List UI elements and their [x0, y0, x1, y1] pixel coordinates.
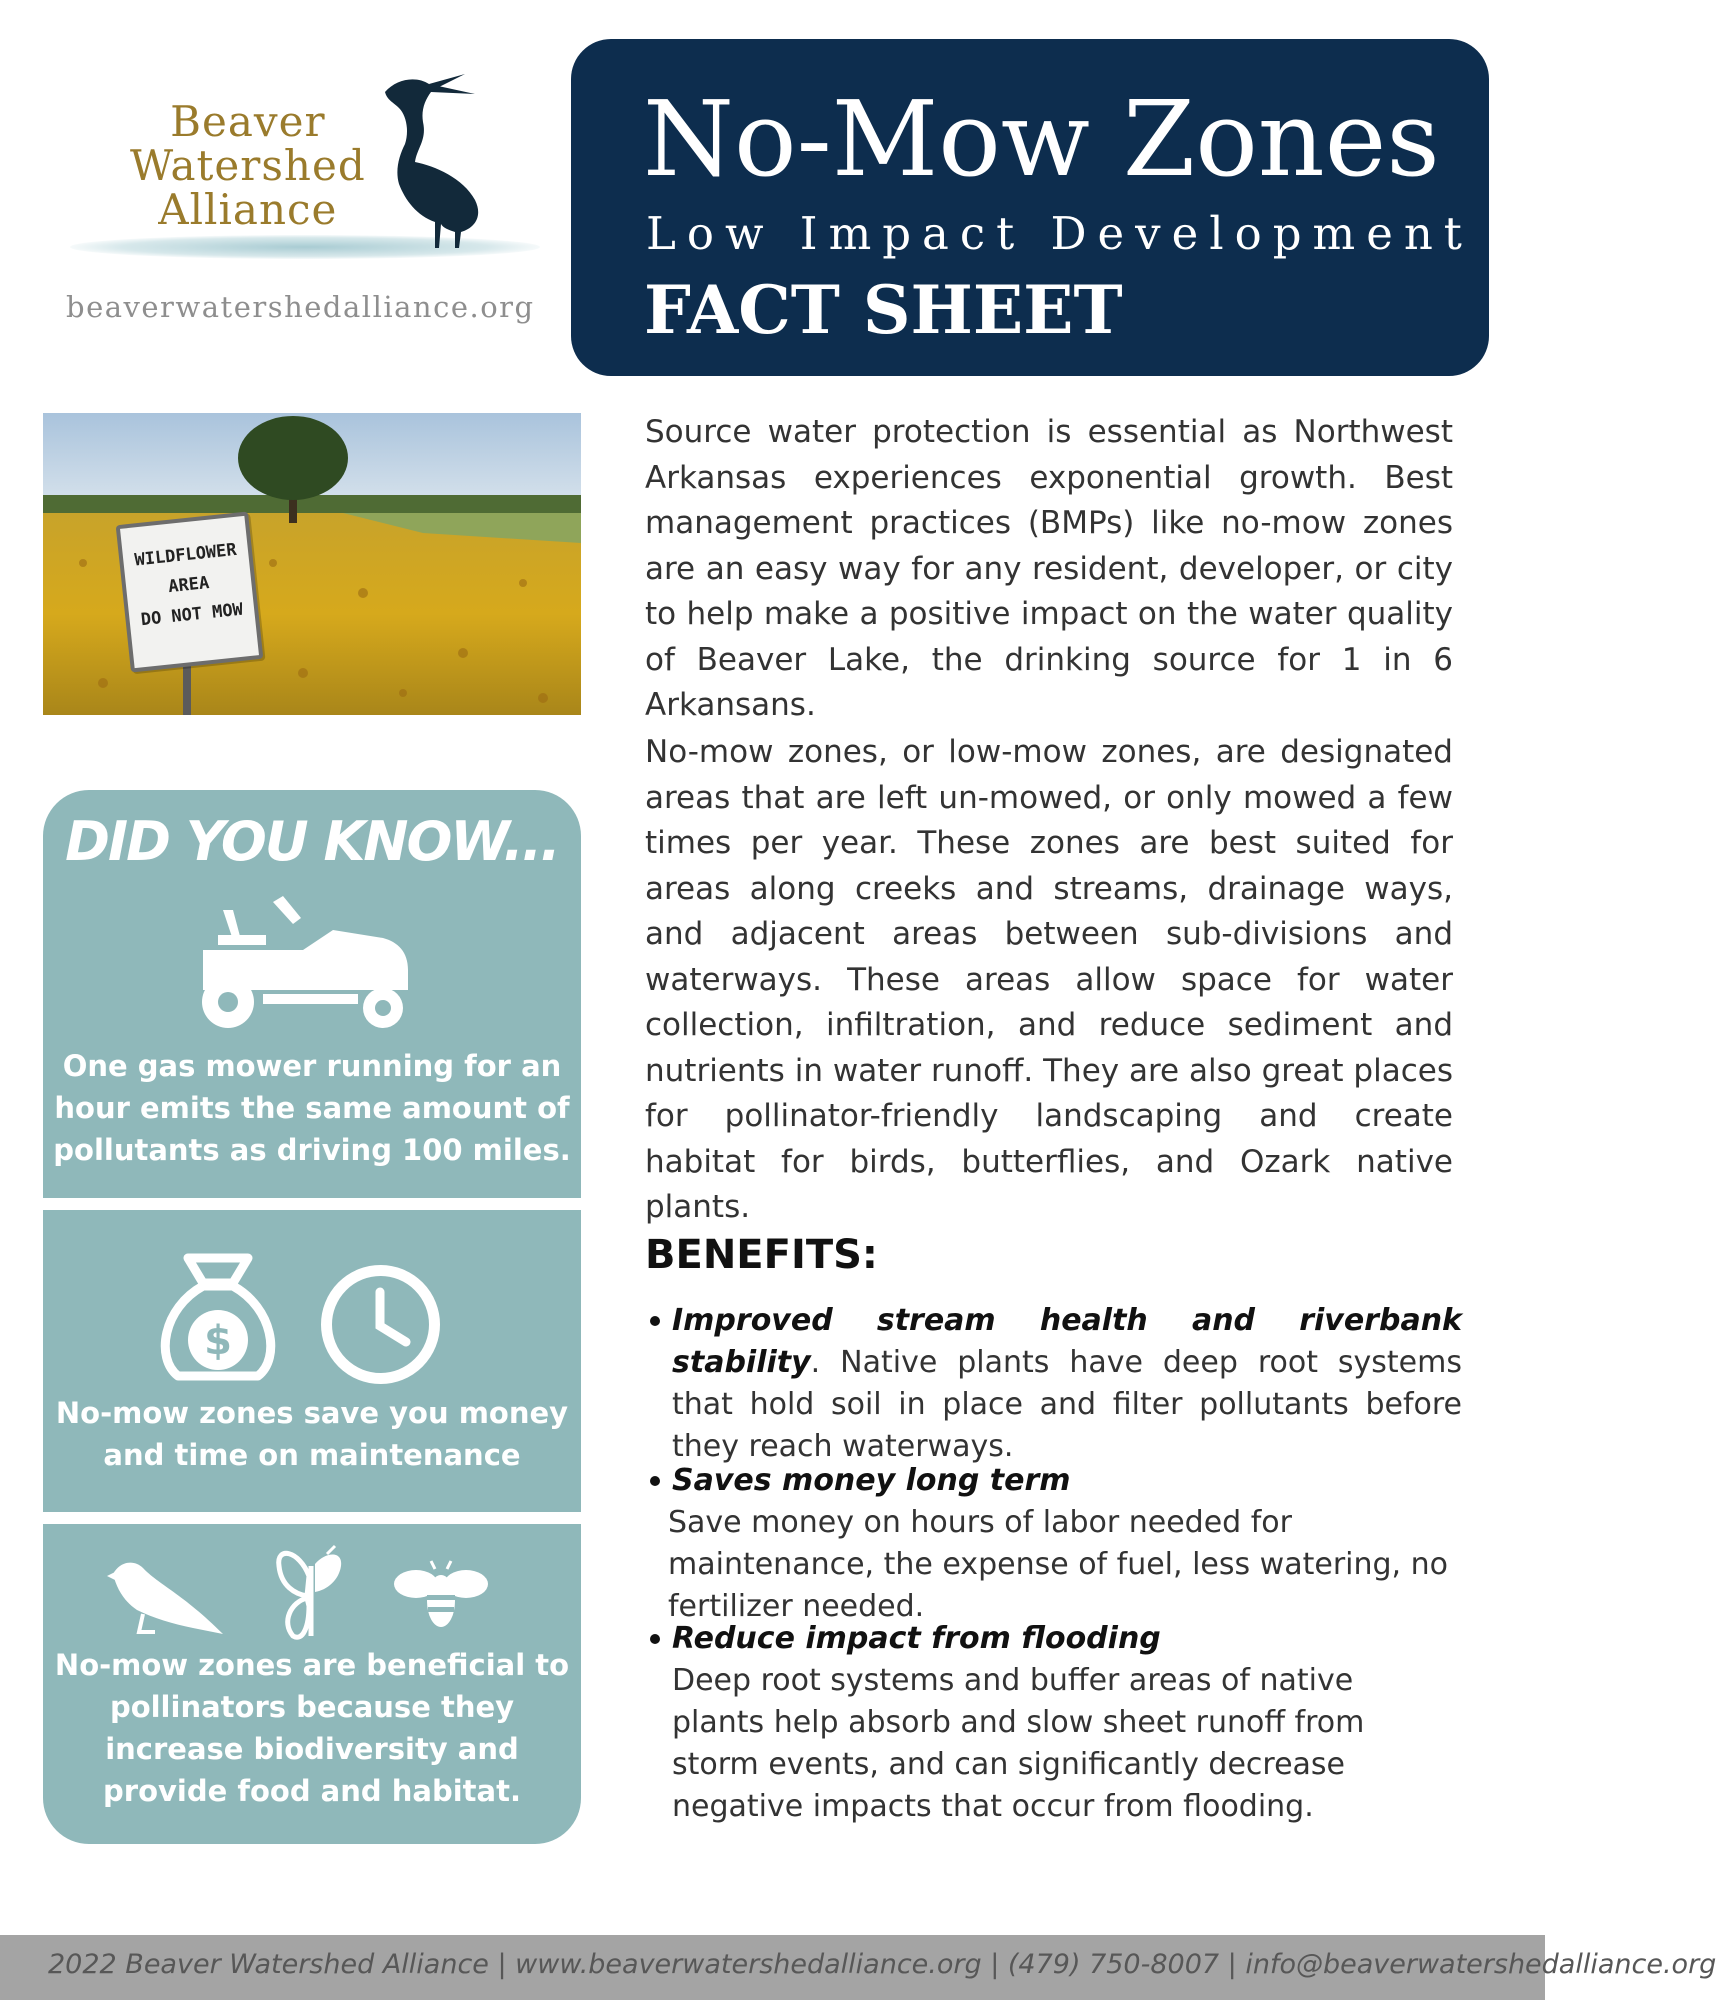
benefit-item — [668, 1460, 1462, 1628]
page-subtitle: Low Impact Development — [646, 207, 1473, 260]
bee-icon — [391, 1559, 491, 1634]
svg-text:$: $ — [204, 1318, 232, 1364]
bullet-icon — [650, 1634, 660, 1644]
did-you-know-mower-panel — [43, 790, 581, 1198]
sign-line-2: AREA — [167, 572, 211, 598]
page-title: No-Mow Zones — [643, 78, 1440, 200]
sign-line-1: WILDFLOWER — [133, 539, 238, 571]
logo-line-2: Watershed — [130, 141, 366, 190]
footer — [0, 1935, 1716, 2000]
benefit-text: Save money on hours of labor needed for maintenance, the expense of fuel, less watering, no fertilizer needed. — [668, 1505, 1448, 1624]
benefit-title: Reduce impact from flooding — [672, 1621, 1161, 1656]
sign-line-3: DO NOT MOW — [139, 599, 244, 631]
heron-icon — [325, 70, 555, 250]
website-url[interactable]: beaverwatershedalliance.org — [66, 290, 535, 324]
title-banner — [571, 39, 1489, 376]
butterfly-icon — [271, 1546, 351, 1646]
benefit-text: . Native plants have deep root systems that hold soil in place and filter pollutants before they reach waterways. — [672, 1345, 1462, 1464]
wildflower-sign — [116, 511, 264, 672]
intro-paragraph: Source water protection is essential as Northwest Arkansas experiences exponential growth. Best management practices (BMPs) like no-mow zones are an easy way for any resident, developer, or city to help make a positive impact on the water quality of Beaver Lake, the drinking source for 1 in 6 Arkansans. — [645, 414, 1453, 723]
benefit-title: Saves money long term — [672, 1463, 1071, 1498]
wildflower-photo — [43, 413, 581, 715]
logo-line-1: Beaver — [170, 97, 326, 146]
did-you-know-money-panel — [43, 1210, 581, 1512]
pollinator-fact-text: No-mow zones are beneficial to pollinators because they increase biodiversity and provide food and habitat. — [54, 1648, 570, 1808]
mower-fact-text: One gas mower running for an hour emits the same amount of pollutants as driving 100 miles. — [53, 1049, 571, 1167]
bird-icon — [103, 1554, 228, 1644]
bullet-icon — [650, 1316, 660, 1326]
benefit-title: Improved stream health and riverbank stability — [672, 1303, 1462, 1380]
clock-icon — [318, 1262, 443, 1387]
benefit-text: Deep root systems and buffer areas of native plants help absorb and slow sheet runoff from storm events, and can significantly decrease negative impacts that occur from flooding. — [672, 1663, 1365, 1824]
lawn-mower-icon — [183, 890, 443, 1030]
benefits-heading: BENEFITS: — [645, 1232, 878, 1278]
bullet-icon — [650, 1476, 660, 1486]
money-bag-icon — [153, 1248, 283, 1388]
logo-line-3: Alliance — [158, 185, 338, 234]
fact-sheet-label: FACT SHEET — [644, 271, 1123, 349]
footer-contact: 2022 Beaver Watershed Alliance | www.beaverwatershedalliance.org | (479) 750-8007 | info@beaverwatershedalliance.org — [48, 1949, 1716, 1980]
did-you-know-pollinator-panel — [43, 1524, 581, 1844]
benefit-item — [672, 1300, 1462, 1468]
money-fact-text: No-mow zones save you money and time on maintenance — [55, 1396, 569, 1472]
definition-paragraph: No-mow zones, or low-mow zones, are designated areas that are left un-mowed, or only mowed a few times per year. These zones are best suited for areas along creeks and streams, drainage ways, and adjacent areas between sub-divisions and waterways. These areas allow space for water collection, infiltration, and reduce sediment and nutrients in water runoff. They are also great places for pollinator-friendly landscaping and create habitat for birds, butterflies, and Ozark native plants. — [645, 734, 1453, 1225]
benefit-item — [672, 1618, 1462, 1828]
logo — [60, 80, 550, 280]
did-you-know-heading: DID YOU KNOW... — [65, 810, 559, 873]
